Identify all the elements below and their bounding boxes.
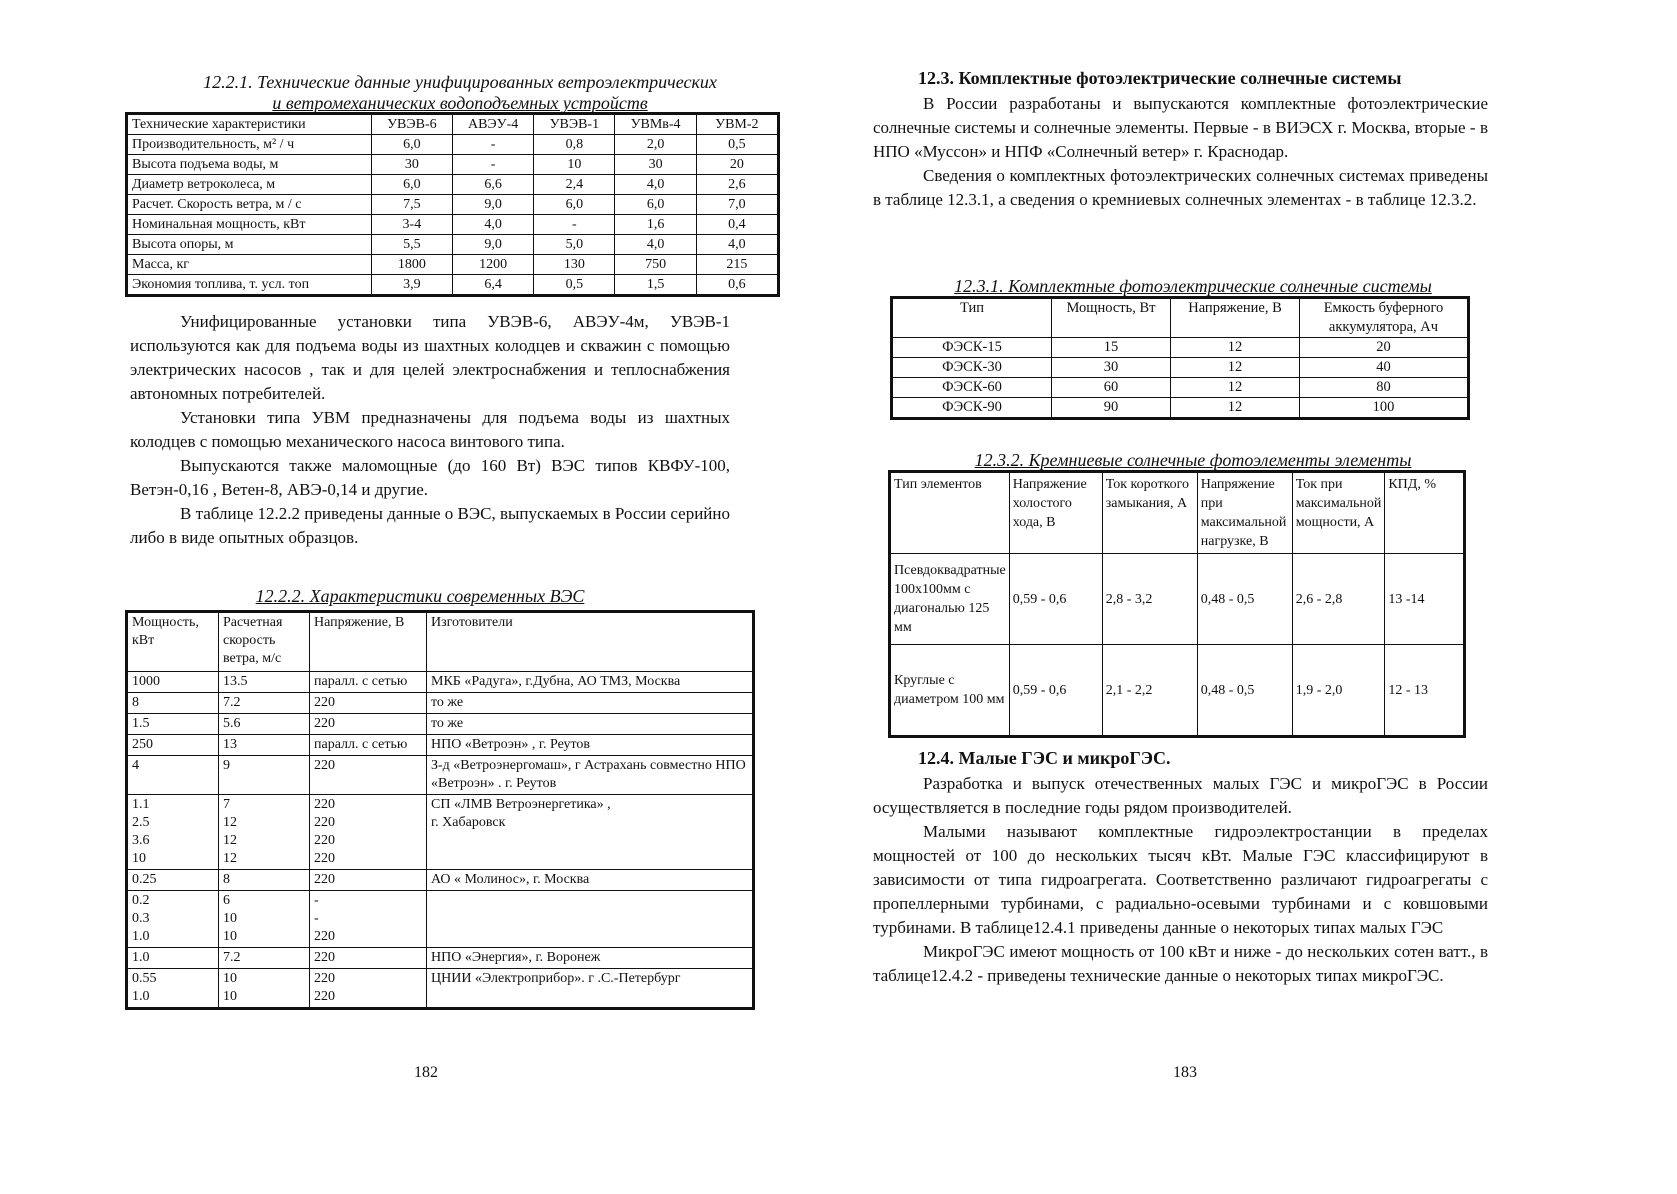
column-header: Технические характеристики <box>127 114 372 135</box>
table-cell: 0.55 1.0 <box>127 969 219 1009</box>
table-cell: З-д «Ветроэнергомаш», г Астрахань совместно НПО «Ветроэн» . г. Реутов <box>427 756 754 795</box>
table-row <box>127 714 754 735</box>
body-text-right-1 <box>873 92 1488 212</box>
table-cell: МКБ «Радуга», г.Дубна, АО ТМЗ, Москва <box>427 672 754 693</box>
table-cell: НПО «Ветроэн» , г. Реутов <box>427 735 754 756</box>
table-cell: 8 <box>127 693 219 714</box>
table-cell: 130 <box>534 255 615 275</box>
column-header: УВЭВ-1 <box>534 114 615 135</box>
table-12-3-2 <box>888 470 1466 738</box>
table-cell: 4,0 <box>452 215 533 235</box>
table-cell: 2,0 <box>615 135 696 155</box>
table-cell: Круглые с диаметром 100 мм <box>890 645 1010 737</box>
table-cell: - <box>534 215 615 235</box>
column-header: Напряжение, В <box>310 612 427 672</box>
column-header: Изготовители <box>427 612 754 672</box>
table-cell: 4 <box>127 756 219 795</box>
table-row <box>892 358 1469 378</box>
table-cell: 0.25 <box>127 870 219 891</box>
table-cell: Расчет. Скорость ветра, м / с <box>127 195 372 215</box>
table-cell: 7,0 <box>696 195 778 215</box>
table-cell: - <box>452 155 533 175</box>
table-cell: то же <box>427 693 754 714</box>
section-heading-12-4: 12.4. Малые ГЭС и микроГЭС. <box>918 748 1171 768</box>
table-header-row <box>127 114 779 135</box>
table-cell: 0,5 <box>696 135 778 155</box>
body-text-right-2 <box>873 772 1488 988</box>
table-cell: 220 220 <box>310 969 427 1009</box>
table-cell: ФЭСК-90 <box>892 398 1052 419</box>
caption-line: 12.2.1. Технические данные унифицированных ветроэлектрических <box>203 72 717 92</box>
table-cell: 5,5 <box>371 235 452 255</box>
column-header: Мощность, Вт <box>1052 298 1171 338</box>
table-row <box>892 398 1469 419</box>
column-header: УВЭВ-6 <box>371 114 452 135</box>
table-cell: Производительность, м² / ч <box>127 135 372 155</box>
table-cell: 0,48 - 0,5 <box>1197 645 1292 737</box>
column-header: Расчетная скорость ветра, м/с <box>219 612 310 672</box>
table-row <box>127 693 754 714</box>
table-cell: 80 <box>1300 378 1469 398</box>
table-cell: 2,1 - 2,2 <box>1102 645 1197 737</box>
table-12-2-1-caption <box>130 72 790 114</box>
paragraph: МикроГЭС имеют мощность от 100 кВт и ниже - до нескольких сотен ватт., в таблице12.4.2 - приведены технические данные о некоторых типах микроГЭС. <box>873 942 1488 985</box>
table-cell: 220 <box>310 948 427 969</box>
table-cell: 2,6 <box>696 175 778 195</box>
table-cell: 220 <box>310 870 427 891</box>
table-cell: 6 10 10 <box>219 891 310 948</box>
table-cell: 20 <box>696 155 778 175</box>
paragraph: В таблице 12.2.2 приведены данные о ВЭС, выпускаемых в России серийно либо в виде опытных образцов. <box>130 504 730 547</box>
column-header: Напряжение при максимальной нагрузке, В <box>1197 472 1292 554</box>
table-cell: 1.1 2.5 3.6 10 <box>127 795 219 870</box>
page-number: 183 <box>1173 1064 1197 1081</box>
body-text-left <box>130 310 730 550</box>
section-heading-12-3: 12.3. Комплектные фотоэлектрические солнечные системы <box>918 68 1402 88</box>
table-cell: 250 <box>127 735 219 756</box>
table-cell: Номинальная мощность, кВт <box>127 215 372 235</box>
table-row <box>127 135 779 155</box>
column-header: Мощность, кВт <box>127 612 219 672</box>
table-cell: Диаметр ветроколеса, м <box>127 175 372 195</box>
table-cell: 7.2 <box>219 948 310 969</box>
table-cell: 10 10 <box>219 969 310 1009</box>
table-cell: 9,0 <box>452 235 533 255</box>
table-row <box>127 891 754 948</box>
column-header: КПД, % <box>1385 472 1465 554</box>
table-cell: 20 <box>1300 338 1469 358</box>
table-cell: 0,5 <box>534 275 615 296</box>
table-row <box>127 756 754 795</box>
table-12-2-2-caption: 12.2.2. Характеристики современных ВЭС <box>255 586 585 606</box>
table-row <box>127 235 779 255</box>
table-cell: 6,0 <box>371 135 452 155</box>
column-header: Тип <box>892 298 1052 338</box>
column-header: Ток короткого замыкания, А <box>1102 472 1197 554</box>
table-header-row <box>127 612 754 672</box>
table-row <box>127 870 754 891</box>
column-header: Напряжение, В <box>1171 298 1300 338</box>
table-cell: 1.5 <box>127 714 219 735</box>
table-cell: 1200 <box>452 255 533 275</box>
column-header: Напряжение холостого хода, В <box>1009 472 1102 554</box>
table-cell: 4,0 <box>615 175 696 195</box>
table-cell: Масса, кг <box>127 255 372 275</box>
table-cell: Высота опоры, м <box>127 235 372 255</box>
table-cell: 1800 <box>371 255 452 275</box>
table-cell: 0,48 - 0,5 <box>1197 554 1292 645</box>
table-row <box>127 275 779 296</box>
table-cell: 100 <box>1300 398 1469 419</box>
table-row <box>890 554 1465 645</box>
column-header: АВЭУ-4 <box>452 114 533 135</box>
table-cell: 15 <box>1052 338 1171 358</box>
table-cell: 12 <box>1171 358 1300 378</box>
table-cell: 1000 <box>127 672 219 693</box>
table-cell: 215 <box>696 255 778 275</box>
table-row <box>127 255 779 275</box>
table-cell: 0,59 - 0,6 <box>1009 645 1102 737</box>
table-cell: 40 <box>1300 358 1469 378</box>
table-cell: 0,4 <box>696 215 778 235</box>
table-cell: ФЭСК-30 <box>892 358 1052 378</box>
paragraph: Малыми называют комплектные гидроэлектростанции в пределах мощностей от 100 до нескольких тысяч кВт. Малые ГЭС классифицируют в зависимости от типа гидроагрегата. Соответственно различают гидроагрегаты с пропеллерными турбинами, с радиально-осевыми турбинами и с ковшовыми турбинами. В таблице12.4.1 приведены данные о некоторых типах малых ГЭС <box>873 822 1488 937</box>
paragraph: Разработка и выпуск отечественных малых ГЭС и микроГЭС в России осуществляется в последние годы рядом производителей. <box>873 774 1488 817</box>
table-cell: НПО «Энергия», г. Воронеж <box>427 948 754 969</box>
table-cell: 0,59 - 0,6 <box>1009 554 1102 645</box>
table-row <box>127 672 754 693</box>
table-cell: 3-4 <box>371 215 452 235</box>
table-12-3-1 <box>890 296 1470 420</box>
column-header: УВМв-4 <box>615 114 696 135</box>
table-cell: Экономия топлива, т. усл. топ <box>127 275 372 296</box>
table-cell: 30 <box>615 155 696 175</box>
table-cell: 3,9 <box>371 275 452 296</box>
table-cell: 12 <box>1171 338 1300 358</box>
paragraph: Сведения о комплектных фотоэлектрических солнечных системах приведены в таблице 12.3.1, а сведения о кремниевых солнечных элементах - в таблице 12.3.2. <box>873 166 1488 209</box>
table-cell: 12 <box>1171 378 1300 398</box>
table-row <box>892 378 1469 398</box>
table-12-3-1-caption: 12.3.1. Комплектные фотоэлектрические солнечные системы <box>954 276 1432 296</box>
table-cell: Псевдоквадратные 100х100мм с диагональю 125 мм <box>890 554 1010 645</box>
table-cell: 0.2 0.3 1.0 <box>127 891 219 948</box>
table-cell: 30 <box>1052 358 1171 378</box>
table-cell: ФЭСК-15 <box>892 338 1052 358</box>
table-cell: ЦНИИ «Электроприбор». г .С.-Петербург <box>427 969 754 1009</box>
table-row <box>127 155 779 175</box>
table-cell: 220 <box>310 756 427 795</box>
table-cell: 30 <box>371 155 452 175</box>
table-12-2-2 <box>125 610 755 1010</box>
table-cell: 7,5 <box>371 195 452 215</box>
table-cell: 9,0 <box>452 195 533 215</box>
table-row <box>127 175 779 195</box>
table-cell: 12 <box>1171 398 1300 419</box>
table-cell: 10 <box>534 155 615 175</box>
paragraph: Установки типа УВМ предназначены для подъема воды из шахтных колодцев с помощью механического насоса винтового типа. <box>130 408 730 451</box>
table-cell: 6,0 <box>534 195 615 215</box>
table-cell: - <box>452 135 533 155</box>
table-cell: 9 <box>219 756 310 795</box>
table-cell: 60 <box>1052 378 1171 398</box>
table-cell: АО « Молинос», г. Москва <box>427 870 754 891</box>
table-cell: 220 <box>310 714 427 735</box>
table-cell <box>427 891 754 948</box>
table-header-row <box>890 472 1465 554</box>
table-cell: 6,0 <box>615 195 696 215</box>
table-cell: 13.5 <box>219 672 310 693</box>
table-cell: паралл. с сетью <box>310 735 427 756</box>
column-header: УВМ-2 <box>696 114 778 135</box>
table-cell: 220 <box>310 693 427 714</box>
table-cell: - - 220 <box>310 891 427 948</box>
table-12-3-2-caption: 12.3.2. Кремниевые солнечные фотоэлементы элементы <box>974 450 1412 470</box>
table-row <box>890 645 1465 737</box>
table-cell: 90 <box>1052 398 1171 419</box>
table-cell: 2,6 - 2,8 <box>1292 554 1385 645</box>
table-cell: 6,6 <box>452 175 533 195</box>
table-cell: паралл. с сетью <box>310 672 427 693</box>
table-row <box>127 948 754 969</box>
table-cell: 6,0 <box>371 175 452 195</box>
table-cell: 4,0 <box>615 235 696 255</box>
table-cell: то же <box>427 714 754 735</box>
table-cell: 2,8 - 3,2 <box>1102 554 1197 645</box>
table-cell: 8 <box>219 870 310 891</box>
column-header: Ток при максимальной мощности, А <box>1292 472 1385 554</box>
paragraph: Выпускаются также маломощные (до 160 Вт) ВЭС типов КВФУ-100, Ветэн-0,16 , Ветен-8, АВЭ-0,14 и другие. <box>130 456 730 499</box>
column-header: Емкость буферного аккумулятора, Ач <box>1300 298 1469 338</box>
table-cell: 7.2 <box>219 693 310 714</box>
table-row <box>127 215 779 235</box>
table-cell: 5,0 <box>534 235 615 255</box>
table-cell: 1,6 <box>615 215 696 235</box>
paragraph: В России разработаны и выпускаются комплектные фотоэлектрические солнечные системы и солнечные элементы. Первые - в ВИЭСХ г. Москва, вторые - в НПО «Муссон» и НПФ «Солнечный ветер» г. Краснодар. <box>873 94 1488 161</box>
table-cell: 750 <box>615 255 696 275</box>
table-cell: 0,6 <box>696 275 778 296</box>
table-cell: 1,9 - 2,0 <box>1292 645 1385 737</box>
table-cell: 220 220 220 220 <box>310 795 427 870</box>
table-header-row <box>892 298 1469 338</box>
table-cell: Высота подъема воды, м <box>127 155 372 175</box>
table-12-2-1 <box>125 112 780 297</box>
table-cell: ФЭСК-60 <box>892 378 1052 398</box>
table-cell: 1.0 <box>127 948 219 969</box>
table-cell: СП «ЛМВ Ветроэнергетика» , г. Хабаровск <box>427 795 754 870</box>
table-cell: 6,4 <box>452 275 533 296</box>
table-cell: 4,0 <box>696 235 778 255</box>
table-row <box>892 338 1469 358</box>
table-cell: 2,4 <box>534 175 615 195</box>
table-cell: 13 -14 <box>1385 554 1465 645</box>
table-cell: 0,8 <box>534 135 615 155</box>
table-row <box>127 795 754 870</box>
page-number: 182 <box>414 1064 438 1081</box>
table-cell: 7 12 12 12 <box>219 795 310 870</box>
table-cell: 5.6 <box>219 714 310 735</box>
table-cell: 12 - 13 <box>1385 645 1465 737</box>
column-header: Тип элементов <box>890 472 1010 554</box>
table-cell: 13 <box>219 735 310 756</box>
table-row <box>127 195 779 215</box>
table-row <box>127 969 754 1009</box>
caption-line: и ветромеханических водоподъемных устройств <box>272 93 648 113</box>
paragraph: Унифицированные установки типа УВЭВ-6, АВЭУ-4м, УВЭВ-1 используются как для подъема воды из шахтных колодцев и скважин с помощью электрических насосов , так и для целей электроснабжения и теплоснабжения автономных потребителей. <box>130 312 730 403</box>
table-cell: 1,5 <box>615 275 696 296</box>
table-row <box>127 735 754 756</box>
